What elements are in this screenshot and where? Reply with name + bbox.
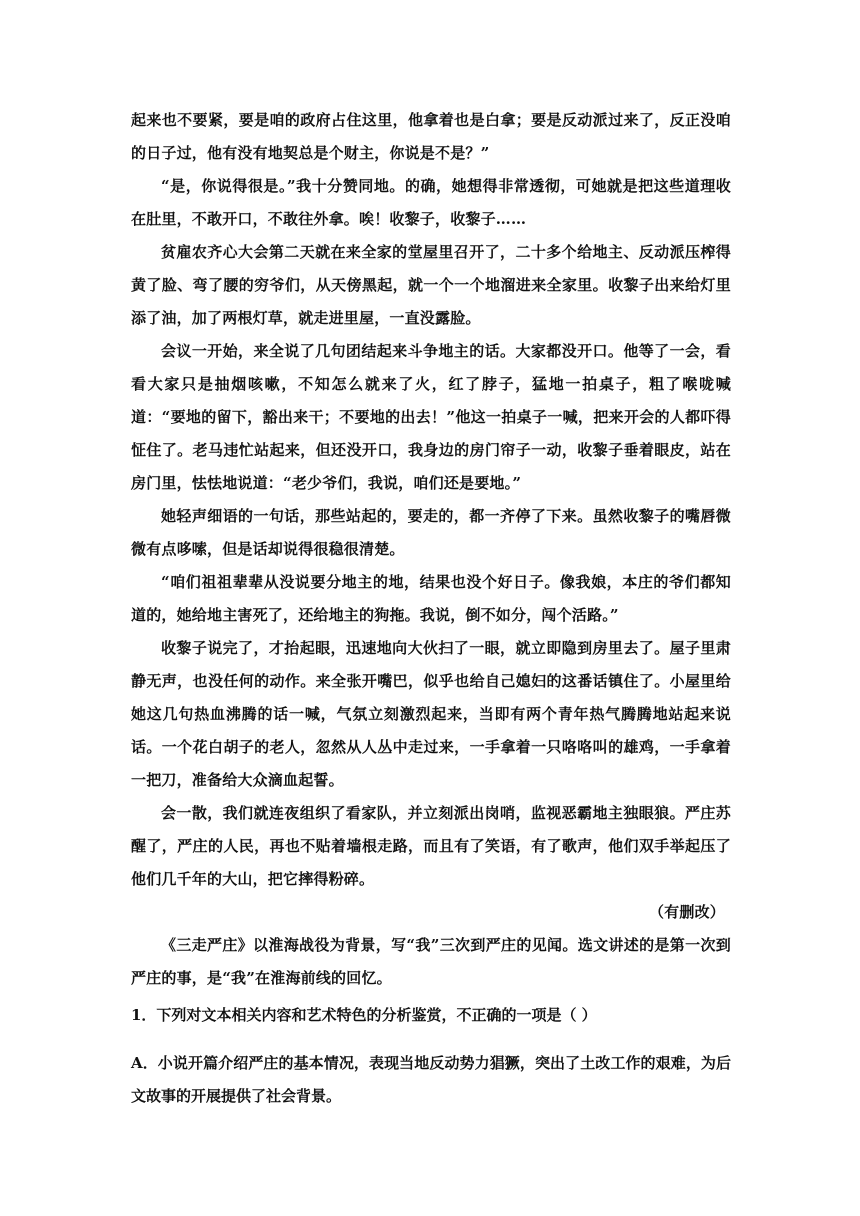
paragraph-6: “咱们祖祖辈辈从没说要分地主的地，结果也没个好日子。像我娘，本庄的爷们都知道的，她给地主害死了，还给地主的狗拖。我说，倒不如分，闯个活路。” bbox=[131, 573, 731, 624]
paragraph-1: 起来也不要紧，要是咱的政府占住这里，他拿着也是白拿；要是反动派过来了，反正没咱的日子过，他有没有地契总是个财主，你说是不是？” bbox=[131, 111, 731, 162]
question-stem: 1．下列对文本相关内容和艺术特色的分析鉴赏，不正确的一项是（ ） bbox=[131, 1006, 597, 1024]
intro-note: 《三走严庄》以淮海战役为背景，写“我”三次到严庄的见闻。选文讲述的是第一次到严庄的事，是“我”在淮海前线的回忆。 bbox=[131, 936, 731, 987]
paragraph-4: 会议一开始，来全说了几句团结起来斗争地主的话。大家都没开口。他等了一会，看看大家只是抽烟咳嗽，不知怎么就来了火，红了脖子，猛地一拍桌子，粗了喉咙喊道：“要地的留下，豁出来干；不要地的出去！”他这一拍桌子一喊，把来开会的人都吓得怔住了。老马违忙站起来，但还没开口，我身边的房门帘子一动，收黎子垂着眼皮，站在房门里，怯怯地说道：“老少爷们，我说，咱们还是要地。” bbox=[131, 342, 731, 492]
paragraph-2: “是，你说得很是。”我十分赞同地。的确，她想得非常透彻，可她就是把这些道理收在肚里，不敢开口，不敢往外拿。唉！收黎子，收黎子…… bbox=[131, 177, 731, 228]
paragraph-3: 贫雇农齐心大会第二天就在来全家的堂屋里召开了，二十多个给地主、反动派压榨得黄了脸、弯了腰的穷爷们，从天傍黑起，就一个一个地溜进来全家里。收黎子出来给灯里添了油，加了两根灯草，就走进里屋，一直没露脸。 bbox=[131, 243, 731, 327]
document-body bbox=[131, 104, 731, 1113]
paragraph-8: 会一散，我们就连夜组织了看家队，并立刻派出岗哨，监视恶霸地主独眼狼。严庄苏醒了，严庄的人民，再也不贴着墙根走路，而且有了笑语，有了歌声，他们双手举起压了他们几千年的大山，把它摔得粉碎。 bbox=[131, 804, 731, 888]
question-option-a: A．小说开篇介绍严庄的基本情况，表现当地反动势力猖獗，突出了土改工作的艰难，为后文故事的开展提供了社会背景。 bbox=[131, 1054, 731, 1105]
source-note: （有删改） bbox=[648, 903, 725, 921]
paragraph-5: 她轻声细语的一句话，那些站起的，要走的，都一齐停了下来。虽然收黎子的嘴唇微微有点哆嗦，但是话却说得很稳很清楚。 bbox=[131, 507, 731, 558]
paragraph-7: 收黎子说完了，才抬起眼，迅速地向大伙扫了一眼，就立即隐到房里去了。屋子里肃静无声，也没任何的动作。来全张开嘴巴，似乎也给自己媳妇的这番话镇住了。小屋里给她这几句热血沸腾的话一喊，气氛立刻激烈起来，当即有两个青年热气腾腾地站起来说话。一个花白胡子的老人，忽然从人丛中走过来，一手拿着一只咯咯叫的雄鸡，一手拿着一把刀，准备给大众滴血起誓。 bbox=[131, 639, 731, 789]
